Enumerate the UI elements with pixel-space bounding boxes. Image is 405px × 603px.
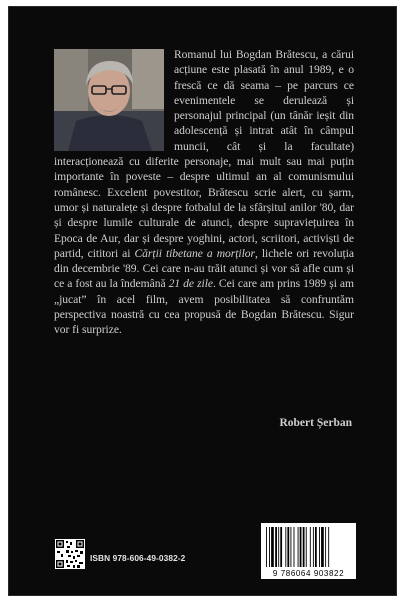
blurb-text-part-2: , lichele ori revoluția din decembrie '89. Cei care n-au trăit atunci și vor să afle cum și ce a fost au la îndemână (54, 246, 354, 291)
blurb-text (54, 47, 354, 338)
blurb-italic-novel-title: 21 de zile (168, 277, 213, 291)
qr-code (55, 539, 85, 569)
isbn-label: ISBN 978-606-49-0382-2 (90, 553, 186, 563)
blurb-text-part-3: . Cei care am prins 1989 și am „jucat” în acel film, avem posibilitatea să confruntăm perspectiva noastră cu cea propusă de Bogdan Brătescu. Sigur vor fi surprize. (54, 277, 354, 337)
back-cover (8, 6, 397, 596)
barcode (261, 523, 356, 579)
blurb-text-part-1: Romanul lui Bogdan Brătescu, a cărui acțiune este plasată în anul 1989, e o frescă ce dă seama – pe parcurs ce evenimentele se derulează și personajul principal (un tânăr ieșit din adolescență și intrat atât în câmpul muncii, cât și la facultate) interacționează cu diferite personaje, mai mult sau mai puțin importante în poveste – despre ultimul an al comunismului românesc. Excelent povestitor, Brătescu scrie alert, cu șarm, umor și naturalețe și despre fotbalul de la sfârșitul anilor '80, dar și despre lumile culturale de atunci, despre supraviețuirea în Epoca de Aur, dar și despre yoghini, actori, scriitori, activiști de partid, cititori ai (54, 48, 354, 260)
signature: Robert Șerban (279, 417, 352, 429)
barcode-bars (261, 523, 356, 569)
barcode-number: 9 786064 903822 (272, 569, 345, 578)
blurb-italic-book-title: Cărții tibetane a morților (134, 246, 255, 260)
